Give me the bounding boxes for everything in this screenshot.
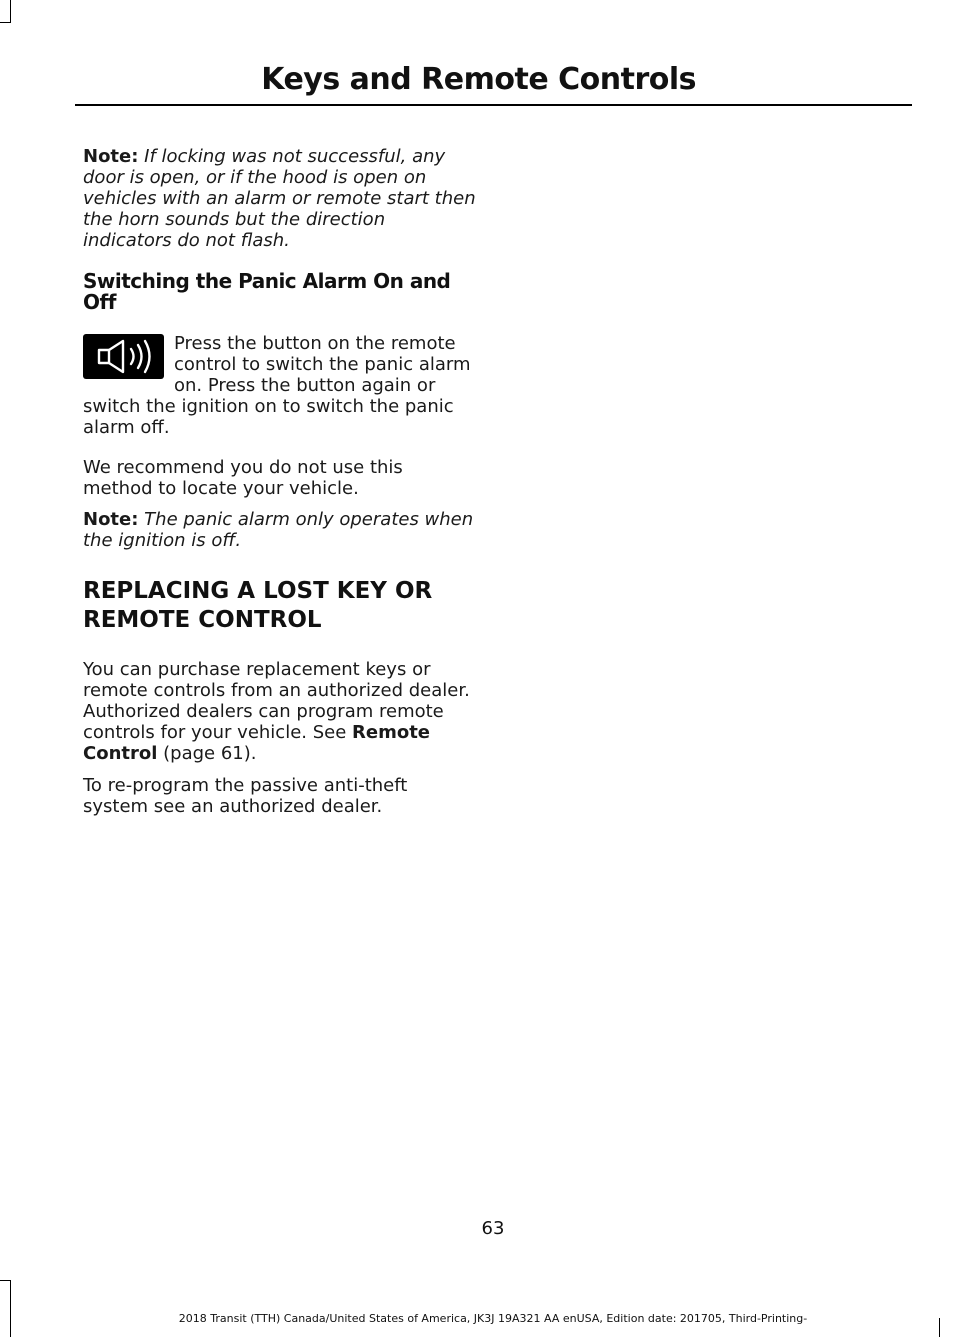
section-heading-replacing-key: REPLACING A LOST KEY OR REMOTE CONTROL [83, 578, 433, 633]
panic-alarm-instructions: Press the button on the remote control to switch the panic alarm on. Press the button again or switch the ignition on to switch the panic alarm off. [83, 333, 471, 438]
panic-alarm-paragraph [83, 333, 476, 438]
crop-mark-top-left-h [0, 22, 11, 23]
note-text: If locking was not successful, any door is open, or if the hood is open on vehicles with an alarm or remote start then the horn sounds but the direction indicators do not flash. [83, 146, 476, 251]
note-text: The panic alarm only operates when the ignition is off. [83, 509, 474, 551]
note-panic-alarm [83, 509, 476, 551]
crop-mark-top-left [10, 0, 11, 22]
replace-key-paragraph [83, 659, 476, 764]
section-heading-panic-alarm: Switching the Panic Alarm On and Off [83, 269, 451, 314]
speaker-sound-icon [83, 334, 164, 379]
note-label: Note: [83, 509, 139, 530]
note-locking [83, 146, 476, 251]
page-number: 63 [481, 1218, 505, 1239]
reprogram-paragraph: To re-program the passive anti-theft system see an authorized dealer. [83, 775, 408, 817]
page-header-title: Keys and Remote Controls [261, 62, 696, 97]
footer-edition-info: 2018 Transit (TTH) Canada/United States of America, JK3J 19A321 AA enUSA, Edition date: 201705, Third-Printing- [178, 1312, 808, 1325]
page-reference: (page 61). [157, 743, 257, 764]
note-label: Note: [83, 146, 139, 167]
recommend-paragraph: We recommend you do not use this method to locate your vehicle. [83, 457, 403, 499]
crop-mark-bottom-left-h [0, 1280, 11, 1281]
replace-key-text: You can purchase replacement keys or remote controls from an authorized dealer. Authorized dealers can program remote controls for your vehicle. See [83, 659, 470, 743]
main-column [83, 146, 476, 828]
crop-mark-bottom-left [10, 1280, 11, 1337]
remote-control-link[interactable]: Remote Control [83, 722, 431, 764]
header-divider [75, 104, 912, 106]
